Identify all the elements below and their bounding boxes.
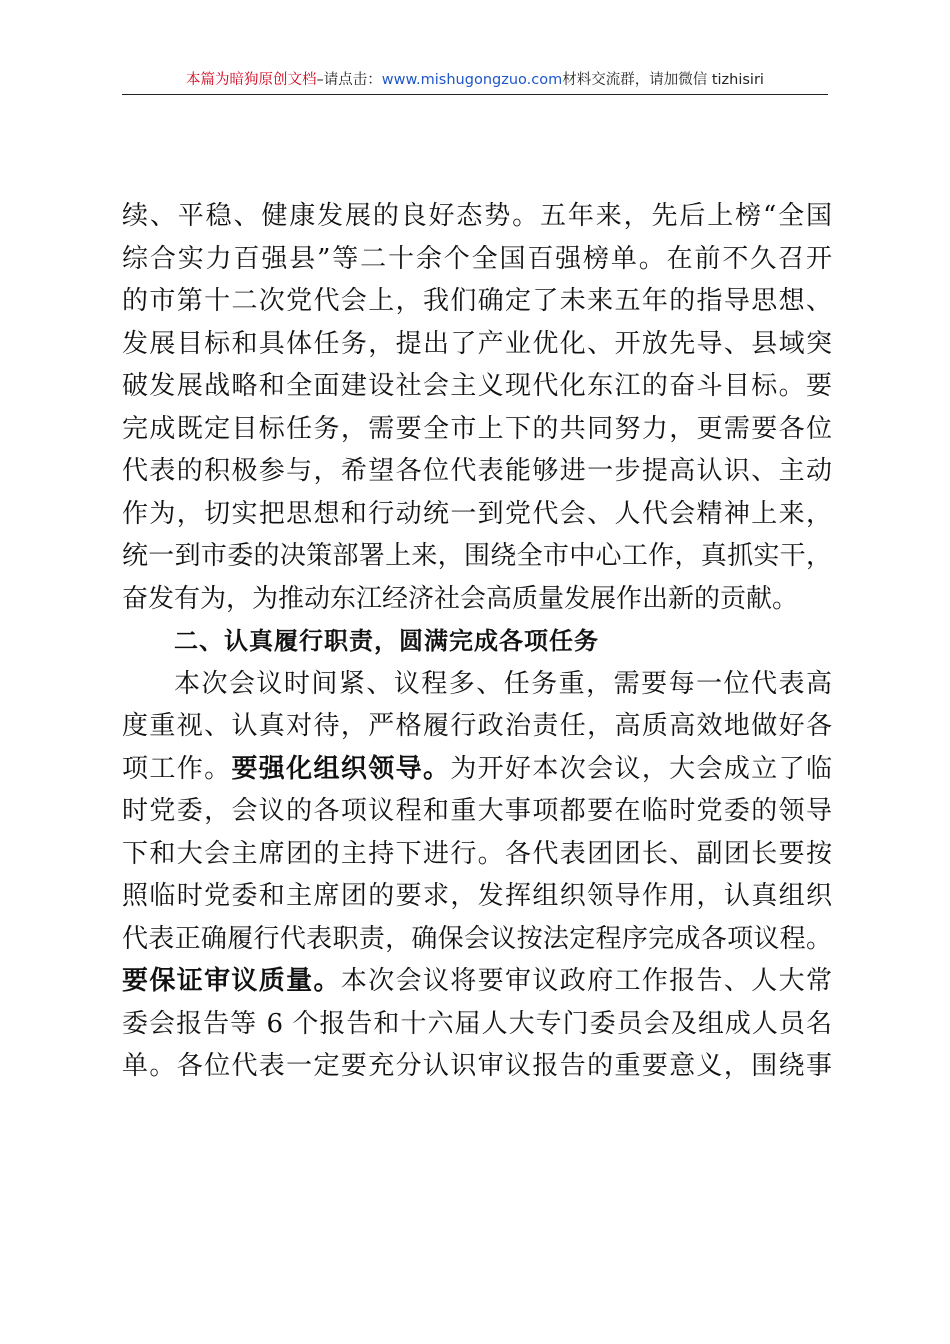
line-text: 项工作。 [122,753,232,784]
line-text: 本次会议将要审议政府工作报告、人大常 [340,966,832,996]
paragraph-line: 综合实力百强县”等二十余个全国百强榜单。在前不久召开 [122,243,832,274]
paragraph-line [122,748,832,791]
header-group-note: 材料交流群，请加微信 tizhisiri [562,72,764,88]
paragraph-line: 统一到市委的决策部署上来，围绕全市中心工作，真抓实干， [122,541,832,571]
paragraph-1 [122,195,832,620]
paragraph-line: 时党委，会议的各项议程和重大事项都要在临时党委的领导 [122,796,832,826]
document-body [122,195,832,1088]
paragraph-line: 代表的积极参与，希望各位代表能够进一步提高认识、主动 [122,456,832,486]
bold-lead-organize: 要强化组织领导。 [231,753,451,784]
paragraph-line: 本次会议时间紧、议程多、任务重，需要每一位代表高 [174,668,832,699]
paragraph-line: 单。各位代表一定要充分认识审议报告的重要意义，围绕事 [122,1051,832,1081]
paragraph-line: 的市第十二次党代会上，我们确定了未来五年的指导思想、 [122,286,832,316]
paragraph-line [122,960,832,1003]
paragraph-line: 度重视、认真对待，严格履行政治责任，高质高效地做好各 [122,711,832,741]
paragraph-line: 破发展战略和全面建设社会主义现代化东江的奋斗目标。要 [122,371,832,401]
paragraph-line: 奋发有为，为推动东江经济社会高质量发展作出新的贡献。 [122,583,799,614]
paragraph-line: 照临时党委和主席团的要求，发挥组织领导作用，认真组织 [122,881,832,911]
paragraph-line: 下和大会主席团的主持下进行。各代表团团长、副团长要按 [122,838,832,869]
paragraph-line: 委会报告等 6 个报告和十六届人大专门委员会及组成人员名 [122,1008,832,1039]
paragraph-line: 完成既定目标任务，需要全市上下的共同努力，更需要各位 [122,413,832,444]
header-brand: 本篇为暗狗原创文档 [186,72,317,88]
paragraph-line: 作为，切实把思想和行动统一到党代会、人代会精神上来， [122,498,832,529]
bold-lead-quality: 要保证审议质量。 [122,966,341,996]
header-prompt: –请点击： [316,72,382,88]
paragraph-line: 代表正确履行代表职责，确保会议按法定程序完成各项议程。 [122,923,832,954]
paragraph-line: 续、平稳、健康发展的良好态势。五年来，先后上榜“全国 [122,201,832,231]
header-website-link[interactable]: www.mishugongzuo.com [381,72,563,88]
line-text: 为开好本次会议，大会成立了临 [450,753,832,784]
page-header [122,68,828,95]
paragraph-2 [122,663,832,1088]
section-heading: 二、认真履行职责，圆满完成各项任务 [174,627,599,655]
paragraph-line: 发展目标和具体任务，提出了产业优化、开放先导、县域突 [122,328,832,359]
